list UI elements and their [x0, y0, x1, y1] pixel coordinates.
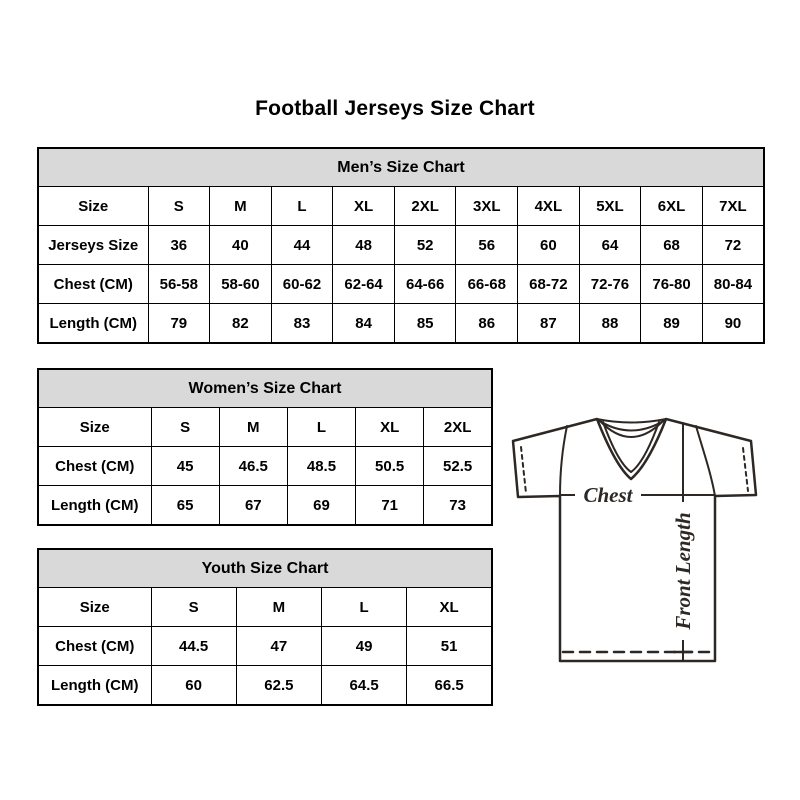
- table-cell: 64-66: [394, 265, 456, 304]
- row-header-cell: Size: [38, 588, 151, 627]
- table-cell: M: [219, 408, 287, 447]
- womens-table-body: [38, 408, 492, 526]
- table-cell: 64: [579, 226, 641, 265]
- table-cell: 60-62: [271, 265, 333, 304]
- table-cell: 89: [641, 304, 703, 344]
- table-row: [38, 486, 492, 526]
- table-cell: 48: [333, 226, 395, 265]
- table-row: [38, 265, 764, 304]
- table-header-row: [38, 148, 764, 187]
- mens-size-table: [37, 147, 765, 344]
- table-cell: 69: [287, 486, 355, 526]
- table-cell: 4XL: [518, 187, 580, 226]
- table-cell: 2XL: [424, 408, 492, 447]
- table-cell: 76-80: [641, 265, 703, 304]
- womens-table-head: [38, 369, 492, 408]
- table-cell: 48.5: [287, 447, 355, 486]
- table-cell: M: [210, 187, 272, 226]
- table-cell: 85: [394, 304, 456, 344]
- table-cell: 2XL: [394, 187, 456, 226]
- table-cell: XL: [356, 408, 424, 447]
- youth-size-table: [37, 548, 493, 706]
- table-cell: 5XL: [579, 187, 641, 226]
- table-cell: 36: [148, 226, 210, 265]
- table-cell: 71: [356, 486, 424, 526]
- table-cell: 88: [579, 304, 641, 344]
- table-header-row: [38, 369, 492, 408]
- row-header-cell: Jerseys Size: [38, 226, 148, 265]
- table-cell: 51: [407, 627, 492, 666]
- table-cell: 86: [456, 304, 518, 344]
- table-cell: 80-84: [702, 265, 764, 304]
- table-cell: S: [151, 408, 219, 447]
- table-cell: 56-58: [148, 265, 210, 304]
- table-cell: 44: [271, 226, 333, 265]
- table-cell: 90: [702, 304, 764, 344]
- table-cell: 68-72: [518, 265, 580, 304]
- table-cell: 3XL: [456, 187, 518, 226]
- table-row: [38, 408, 492, 447]
- collar-top-line: [597, 419, 666, 423]
- row-header-cell: Chest (CM): [38, 447, 151, 486]
- table-cell: 64.5: [322, 666, 407, 706]
- row-header-cell: Size: [38, 408, 151, 447]
- row-header-cell: Length (CM): [38, 304, 148, 344]
- table-cell: 60: [151, 666, 236, 706]
- womens-size-table: [37, 368, 493, 526]
- table-header-row: [38, 549, 492, 588]
- table-cell: 50.5: [356, 447, 424, 486]
- table-cell: 66.5: [407, 666, 492, 706]
- table-cell: 45: [151, 447, 219, 486]
- table-cell: M: [236, 588, 321, 627]
- table-cell: L: [322, 588, 407, 627]
- table-cell: L: [287, 408, 355, 447]
- table-row: [38, 627, 492, 666]
- row-header-cell: Chest (CM): [38, 627, 151, 666]
- table-cell: 6XL: [641, 187, 703, 226]
- jersey-measurement-diagram: [505, 405, 775, 665]
- table-cell: 46.5: [219, 447, 287, 486]
- youth-table-body: [38, 588, 492, 706]
- table-cell: 87: [518, 304, 580, 344]
- womens-table-title: Women’s Size Chart: [38, 369, 492, 408]
- table-cell: 62-64: [333, 265, 395, 304]
- row-header-cell: Length (CM): [38, 666, 151, 706]
- table-row: [38, 447, 492, 486]
- table-cell: 44.5: [151, 627, 236, 666]
- table-row: [38, 187, 764, 226]
- table-cell: XL: [407, 588, 492, 627]
- table-cell: 56: [456, 226, 518, 265]
- table-cell: 58-60: [210, 265, 272, 304]
- row-header-cell: Length (CM): [38, 486, 151, 526]
- table-cell: 62.5: [236, 666, 321, 706]
- table-cell: S: [148, 187, 210, 226]
- youth-table-title: Youth Size Chart: [38, 549, 492, 588]
- table-row: [38, 588, 492, 627]
- mens-table-title: Men’s Size Chart: [38, 148, 764, 187]
- jersey-outline: [513, 419, 756, 661]
- table-cell: 82: [210, 304, 272, 344]
- table-cell: 52: [394, 226, 456, 265]
- table-cell: 40: [210, 226, 272, 265]
- table-cell: 73: [424, 486, 492, 526]
- chest-label: Chest: [583, 483, 633, 507]
- table-cell: 65: [151, 486, 219, 526]
- table-row: [38, 666, 492, 706]
- table-cell: 72-76: [579, 265, 641, 304]
- page-title: Football Jerseys Size Chart: [255, 97, 535, 120]
- table-cell: 7XL: [702, 187, 764, 226]
- table-cell: 60: [518, 226, 580, 265]
- table-cell: 83: [271, 304, 333, 344]
- table-cell: 67: [219, 486, 287, 526]
- row-header-cell: Size: [38, 187, 148, 226]
- table-cell: S: [151, 588, 236, 627]
- front-length-label: Front Length: [671, 512, 695, 630]
- table-cell: 49: [322, 627, 407, 666]
- row-header-cell: Chest (CM): [38, 265, 148, 304]
- mens-table-head: [38, 148, 764, 187]
- table-cell: 79: [148, 304, 210, 344]
- mens-table-body: [38, 187, 764, 344]
- table-cell: 47: [236, 627, 321, 666]
- youth-table-head: [38, 549, 492, 588]
- table-cell: 52.5: [424, 447, 492, 486]
- table-cell: 66-68: [456, 265, 518, 304]
- table-cell: 68: [641, 226, 703, 265]
- table-cell: L: [271, 187, 333, 226]
- table-cell: 72: [702, 226, 764, 265]
- table-cell: XL: [333, 187, 395, 226]
- table-cell: 84: [333, 304, 395, 344]
- table-row: [38, 226, 764, 265]
- table-row: [38, 304, 764, 344]
